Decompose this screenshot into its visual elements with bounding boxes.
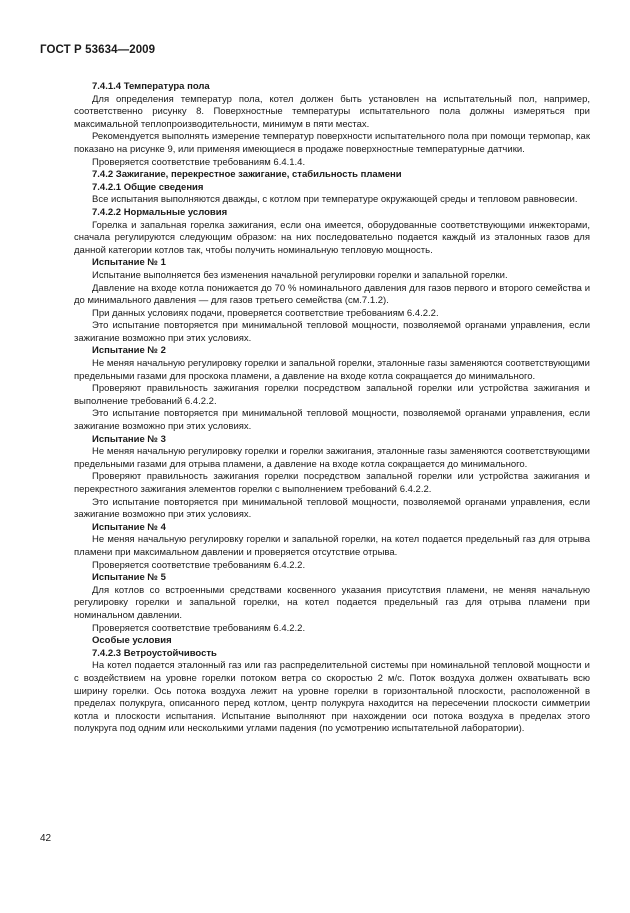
paragraph: При данных условиях подачи, проверяется соответствие требованиям 6.4.2.2. [92,307,439,319]
paragraph: Это испытание повторяется при минимальной тепловой мощности, позволяемой органами управления, если зажигание возможно при этих условиях. [74,496,590,521]
section-heading: 7.4.2.3 Ветроустойчивость [92,647,217,659]
paragraph: Это испытание повторяется при минимальной тепловой мощности, позволяемой органами управления, если зажигание возможно при этих условиях. [74,320,590,344]
section-heading: Испытание № 1 [92,257,166,269]
section-heading: 7.4.1.4 Температура пола [92,81,210,92]
paragraph: Для котлов со встроенными средствами косвенного указания присутствия пламени, не меняя начальную регулировку горелки и запальной горелки, на котел подается предельный газ для отрыва пламени при номинальном давлении. [74,584,590,621]
paragraph: На котел подается эталонный газ или газ распределительной системы при номинальной тепловой мощности и с воздействием на уровне горелки потоком ветра со скоростью 2 м/с. Поток воздуха должен охватывать всю ширину горелки. Ось потока воздуха лежит на уровне горелки в горизонтальной плоскости, расположенной в пределах полукруга, описанного перед котлом, центр полукруга находится на пересечении плоскости симметрии котла и плоскости испытания. Испытание выполняют при нахождении оси потока воздуха в пределах этого полукруга под одним или несколькими углами падения (по усмотрению испытательной лаборатории). [74,660,590,735]
section-heading: Испытание № 4 [92,521,166,533]
section-heading: 7.4.2 Зажигание, перекрестное зажигание, стабильность пламени [92,169,402,181]
section-heading: Испытание № 5 [92,572,166,584]
paragraph: Проверяют правильность зажигания горелки посредством запальной горелки или устройства зажигания и перекрестного зажигания элементов горелки с выполнением требований 6.4.2.2. [74,471,590,495]
section-heading: 7.4.2.1 Общие сведения [92,181,204,193]
paragraph: Это испытание повторяется при минимальной тепловой мощности, позволяемой органами управления, если зажигание возможно при этих условиях. [74,408,590,433]
paragraph: Проверяется соответствие требованиям 6.4.1.4. [92,156,306,168]
paragraph: Не меняя начальную регулировку горелки и запальной горелки, эталонные газы заменяются соответствующими предельными газами для проскока пламени, а давление на входе котла сокращается до минимального. [74,358,590,382]
paragraph: Не меняя начальную регулировку горелки и запальной горелки, на котел подается предельный газ для отрыва пламени при максимальном давлении и проверяется отсутствие отрыва. [74,534,590,558]
document-body [74,81,590,736]
paragraph: Проверяется соответствие требованиям 6.4.2.2. [92,622,306,634]
paragraph: Горелка и запальная горелка зажигания, если она имеется, оборудованные соответствующими инжекторами, сначала регулируются следующим образом: на них последовательно подается каждый из эталонных газов для данной категории котлов так, чтобы получить номинальную тепловую мощность. [74,219,590,256]
page-number: 42 [40,833,52,844]
section-heading: Особые условия [92,635,172,647]
paragraph: Для определения температур пола, котел должен быть установлен на испытательный пол, например, соответственно рисунку 8. Поверхностные температуры испытательного пола должны измеряться при максимальной теплопроизводительности, минимум в пяти местах. [74,93,590,130]
paragraph: Не меняя начальную регулировку горелки и горелки зажигания, эталонные газы заменяются соответствующими предельными газами для отрыва пламени, а давление на входе котла сокращается до минимального. [74,446,590,470]
document-header: ГОСТ Р 53634—2009 [40,44,156,56]
section-heading: Испытание № 2 [92,345,166,357]
paragraph: Давление на входе котла понижается до 70 % номинального давления для газов первого и второго семейства и до минимального давления — для газов третьего семейства (см.7.1.2). [74,282,590,307]
section-heading: Испытание № 3 [92,433,166,445]
paragraph: Все испытания выполняются дважды, с котлом при температуре окружающей среды и тепловом равновесии. [92,194,578,206]
paragraph: Проверяют правильность зажигания горелки посредством запальной горелки или устройства зажигания и выполнение требований 6.4.2.2. [74,383,590,407]
paragraph: Проверяется соответствие требованиям 6.4.2.2. [92,559,306,571]
paragraph: Испытание выполняется без изменения начальной регулировки горелки и запальной горелки. [92,269,508,281]
section-heading: 7.4.2.2 Нормальные условия [92,206,228,218]
paragraph: Рекомендуется выполнять измерение температур поверхности испытательного пола при помощи термопар, как показано на рисунке 9, или применяя имеющиеся в продаже поверхностные температурные датчики. [74,131,590,155]
